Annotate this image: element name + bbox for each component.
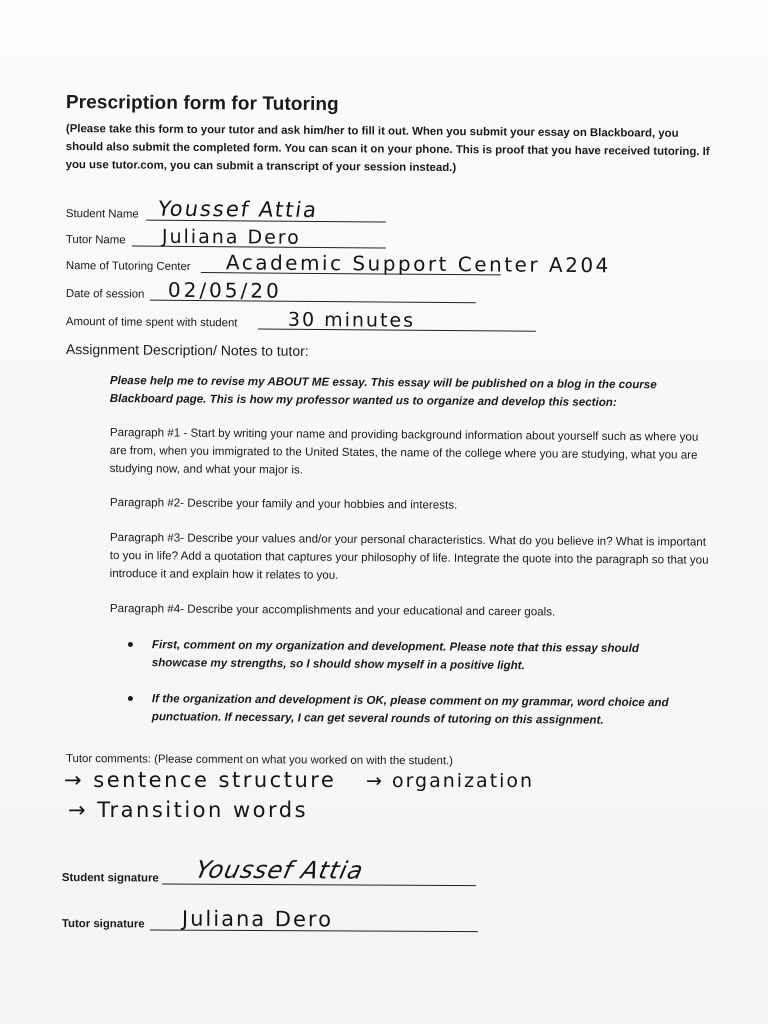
bullet-item: [130, 636, 700, 680]
session-date-value[interactable]: 02/05/20: [167, 277, 282, 303]
tutor-comment-item[interactable]: → Transition words: [68, 798, 309, 822]
bullet-dot: [128, 696, 133, 701]
paragraph-3-instructions: Paragraph #3- Describe your values and/or your personal characteristics. What do you believe in? What is important to you in life? Add a quotation that captures your philosophy of life. Integrate the quote into the paragraph so that you introduce it and explain how it relates to you.: [109, 530, 709, 582]
student-name-label: Student Name: [65, 207, 139, 221]
tutor-name-value[interactable]: Juliana Dero: [161, 225, 301, 249]
student-signature-label: Student signature: [61, 871, 159, 885]
tutoring-center-field[interactable]: [66, 252, 626, 278]
tutor-name-label: Tutor Name: [65, 233, 126, 247]
tutor-comment-item[interactable]: → sentence structure: [64, 768, 337, 792]
essay-request: Please help me to revise my ABOUT ME essay. This essay will be published on a blog in the course Blackboard page. This is how my professor wanted us to organize and develop this section:: [109, 373, 657, 409]
tutor-comments-label: Tutor comments: (Please comment on what you worked on with the student.): [65, 753, 454, 768]
tutor-comment-item[interactable]: → organization: [366, 770, 535, 792]
session-date-label: Date of session: [65, 287, 145, 301]
paragraph-2-instructions: Paragraph #2- Describe your family and your hobbies and interests.: [109, 495, 458, 512]
tutor-signature[interactable]: Juliana Dero: [181, 906, 334, 932]
time-spent-value[interactable]: 30 minutes: [287, 308, 416, 332]
time-spent-label: Amount of time spent with student: [65, 315, 238, 330]
form-instructions: (Please take this form to your tutor and ask him/her to fill it out. When you submit your essay on Blackboard, you should also submit the completed form. You can scan it on your phone. This is proof that you have received tutoring. If you use tutor.com, you can submit a transcript of your session instead.): [65, 122, 710, 175]
student-name-field[interactable]: [65, 196, 396, 225]
tutor-name-field[interactable]: [66, 226, 396, 251]
session-date-field[interactable]: [65, 277, 486, 305]
student-signature[interactable]: Youssef Attia: [192, 855, 367, 885]
tutor-signature-label: Tutor signature: [61, 917, 145, 931]
paragraph-1-instructions: Paragraph #1 - Start by writing your name and providing background information about yourself such as where you are from, when you immigrated to the United States, the name of the college where you are studying, what you are studying now, and what your major is.: [109, 425, 699, 477]
tutoring-center-label: Name of Tutoring Center: [65, 259, 191, 273]
student-signature-field[interactable]: [61, 855, 482, 888]
bullet-item: [130, 690, 700, 734]
paragraph-4-instructions: Paragraph #4- Describe your accomplishments and your educational and career goals.: [109, 601, 556, 619]
tutor-signature-field[interactable]: [62, 908, 482, 934]
bullet-dot: [128, 642, 133, 647]
form-title: Prescription form for Tutoring: [65, 92, 339, 116]
assignment-heading: Assignment Description/ Notes to tutor:: [65, 341, 309, 359]
student-name-value[interactable]: Youssef Attia: [156, 196, 320, 222]
bullet-text: First, comment on my organization and development. Please note that this essay should showcase my strengths, so I should show myself in a positive light.: [151, 638, 640, 673]
time-spent-field[interactable]: [66, 308, 546, 334]
tutoring-center-value[interactable]: Academic Support Center A204: [225, 250, 611, 278]
bullet-text: If the organization and development is OK, please comment on my grammar, word choice and punctuation. If necessary, I can get several rounds of tutoring on this assignment.: [151, 692, 669, 727]
